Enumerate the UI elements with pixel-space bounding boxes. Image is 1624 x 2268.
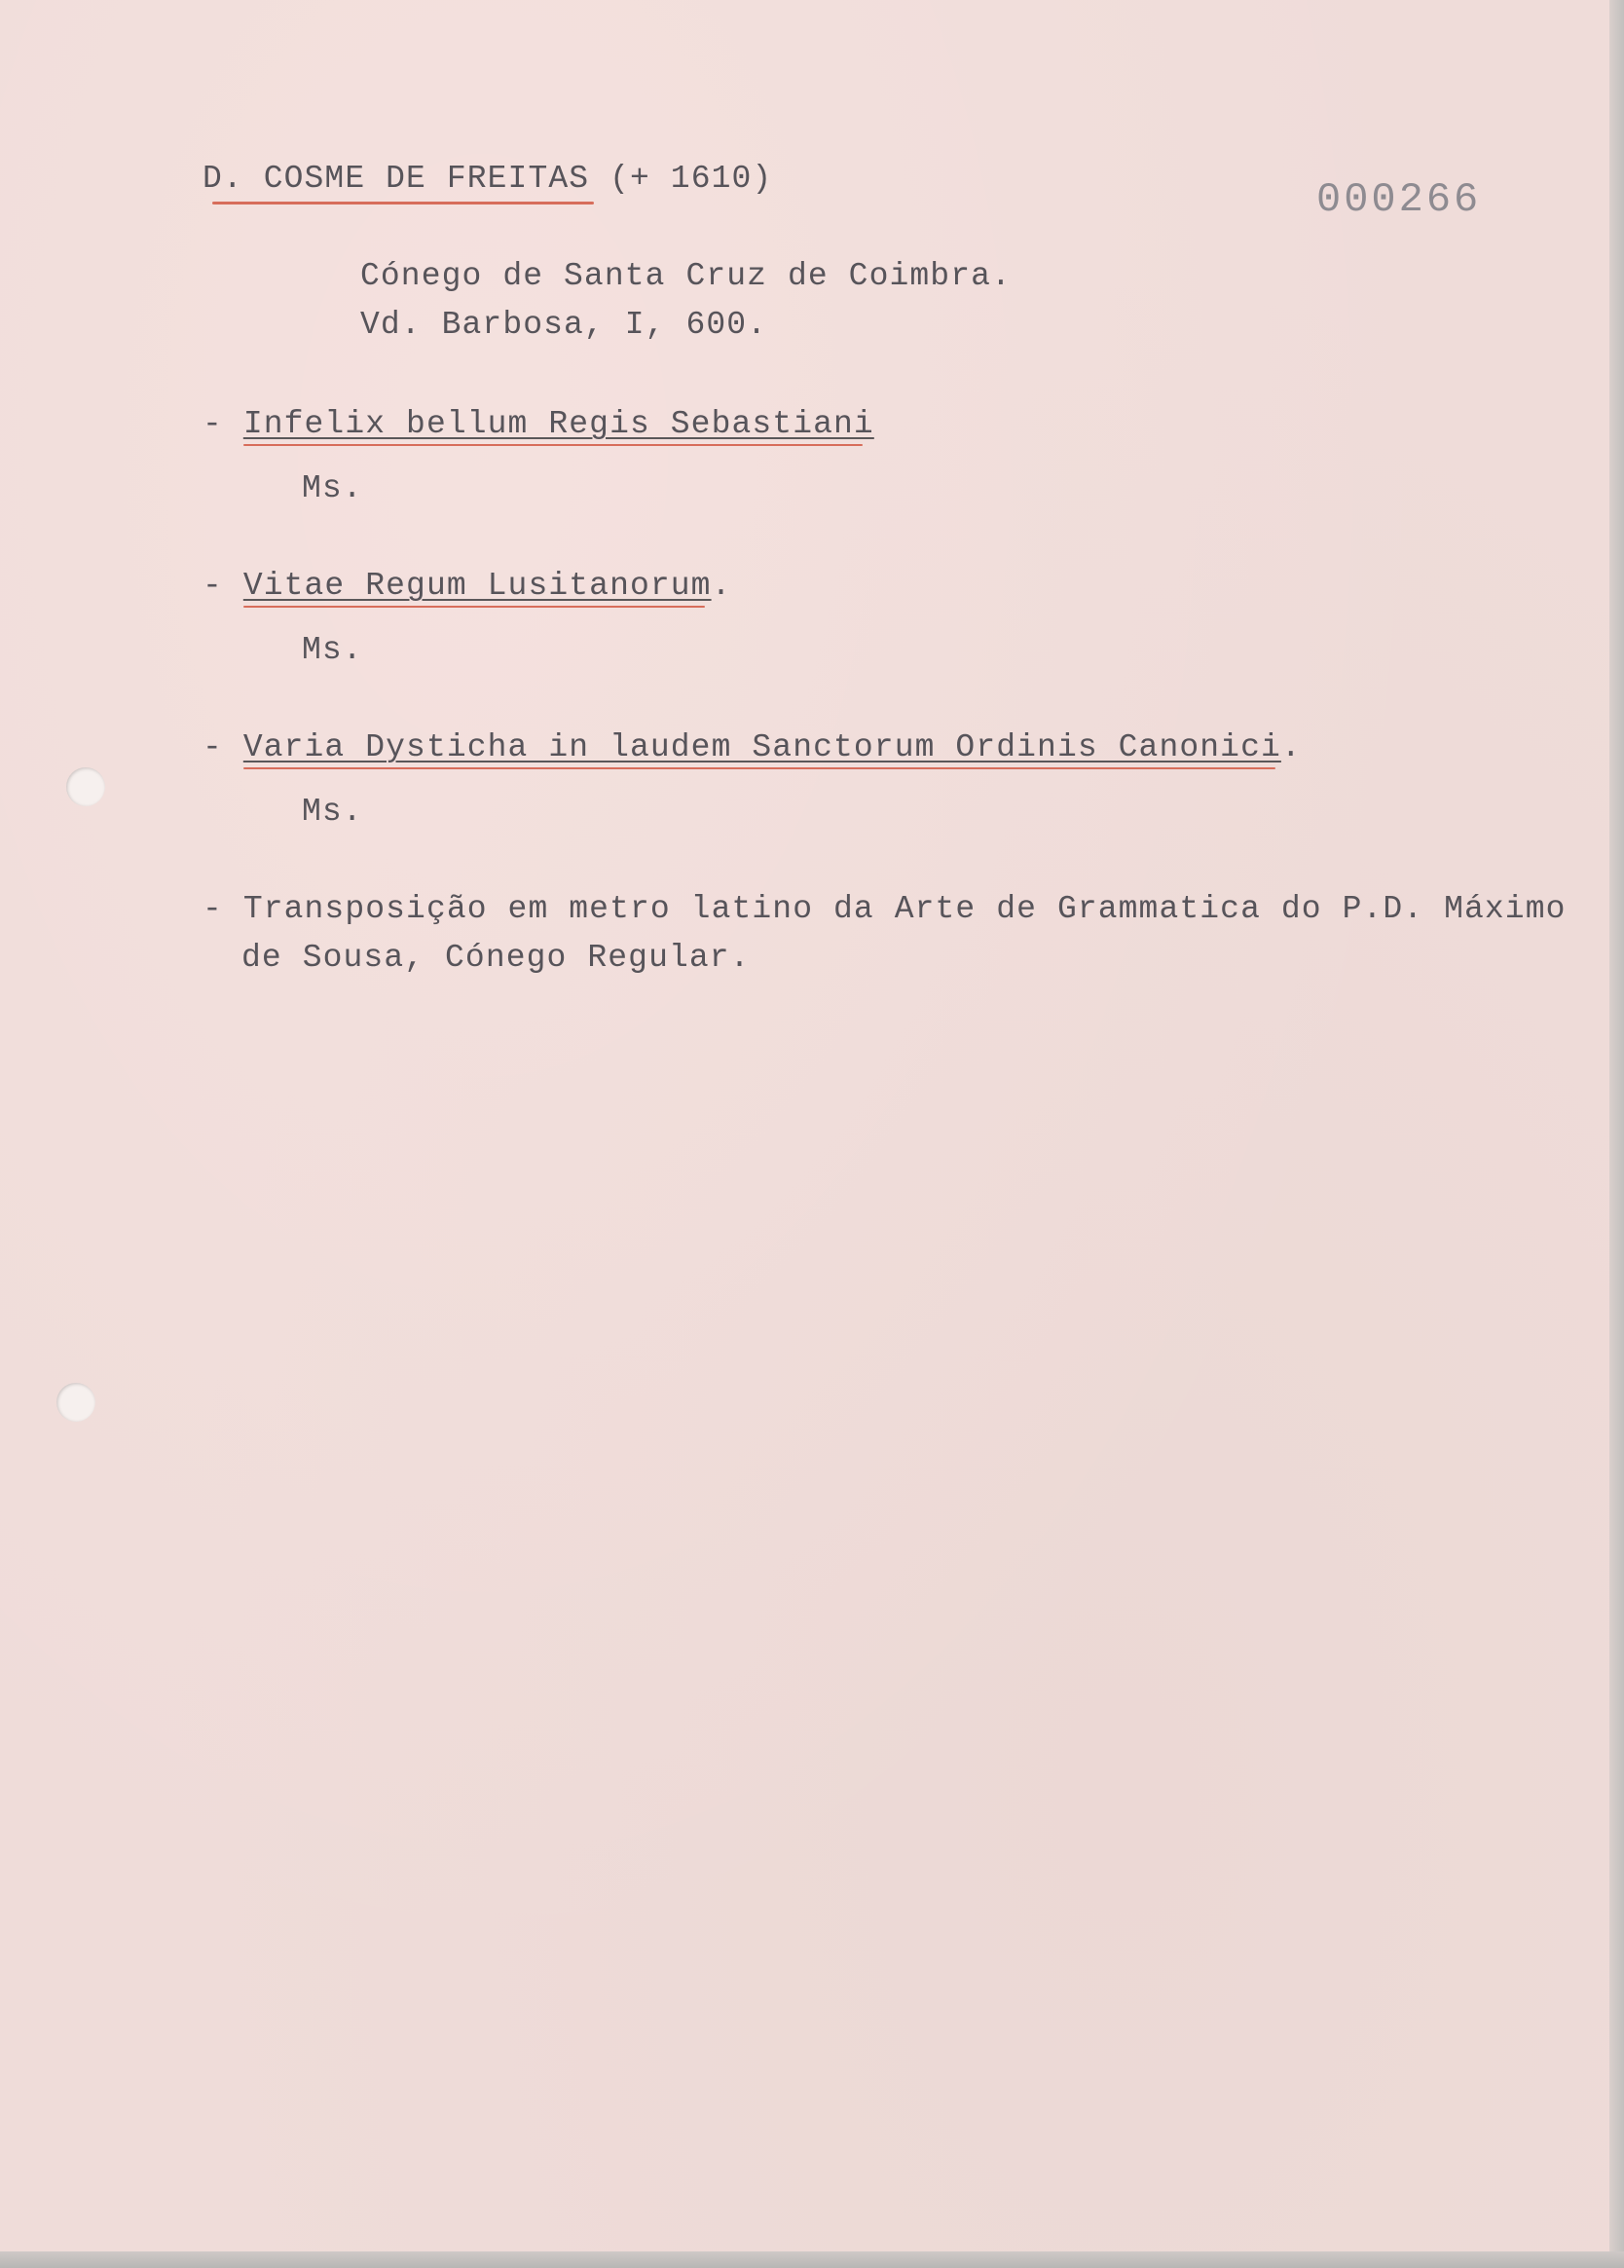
work-title-4-line-2: de Sousa, Cónego Regular. [241,940,751,976]
scan-edge-right [1609,0,1624,2268]
red-underline-work-2 [243,606,705,608]
list-bullet: - [203,891,223,927]
work-title-4-line-1: Transposição em metro latino da Arte de Grammatica do P.D. Máximo [242,891,1567,927]
punch-hole-top [66,767,105,806]
description-line-2: Vd. Barbosa, I, 600. [360,307,768,343]
red-underline-work-3 [243,767,1275,769]
work-title-1: Infelix bellum Regis Sebastiani [242,406,874,442]
author-heading [203,160,772,199]
work-title-3: Varia Dysticha in laudem Sanctorum Ordinis Canonici [242,729,1281,765]
work-trail-3: . [1280,729,1302,765]
work-title-2: Vitae Regum Lusitanorum [242,568,712,604]
reference-stamp: 000266 [1316,176,1482,223]
scan-edge-bottom [0,2251,1624,2268]
work-note-1: Ms. [302,470,363,506]
work-item-3 [203,728,1302,767]
list-bullet: - [203,568,223,604]
author-name: D. COSME DE FREITAS [203,161,590,197]
work-item-1 [203,405,874,444]
description-line-1: Cónego de Santa Cruz de Coimbra. [360,258,1012,294]
work-trail-2: . [711,568,732,604]
list-bullet: - [203,729,223,765]
list-bullet: - [203,406,223,442]
author-dates: (+ 1610) [589,161,773,197]
work-item-4 [203,890,1567,929]
punch-hole-bottom [56,1383,95,1422]
work-item-2 [203,567,732,606]
red-underline-heading [212,202,594,204]
red-underline-work-1 [243,444,863,446]
work-note-2: Ms. [302,632,363,668]
work-note-3: Ms. [302,794,363,830]
